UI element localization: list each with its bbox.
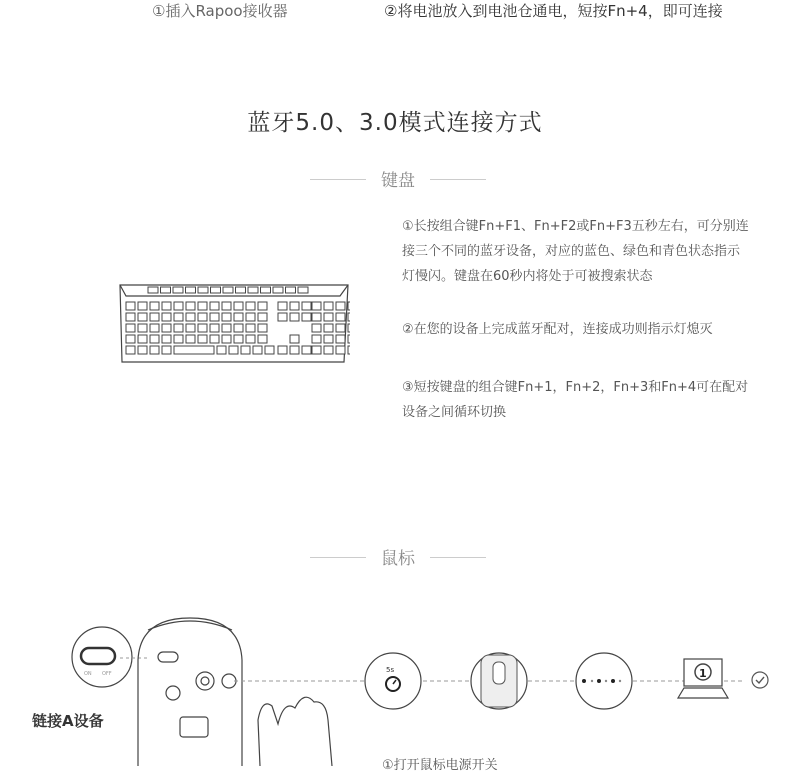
top-step-1: ①插入Rapoo接收器 [152,2,288,20]
svg-text:ON: ON [84,671,92,677]
mouse-device-label: 链接A设备 [32,712,104,730]
keyboard-heading: 键盘 [310,166,486,191]
mouse-bottom-icon [138,618,332,766]
mouse-heading: 鼠标 [310,544,486,569]
mouse-side-icon [471,653,527,709]
mouse-connection-diagram [0,600,790,766]
laptop-icon [678,659,728,698]
page-title: 蓝牙5.0、3.0模式连接方式 [247,110,543,136]
svg-text:OFF: OFF [102,671,112,677]
dots-icon [576,653,632,709]
svg-text:1: 1 [699,667,707,680]
switch-icon [72,627,132,687]
mouse-step-1: ①打开鼠标电源开关 [382,758,498,773]
keyboard-instruction-2: ②在您的设备上完成蓝牙配对，连接成功则指示灯熄灭 [402,322,713,337]
keyboard-illustration [118,282,350,366]
keyboard-instruction-3: ③短按键盘的组合键Fn+1，Fn+2，Fn+3和Fn+4可在配对设备之间循环切换 [402,380,749,420]
top-step-2: ②将电池放入到电池仓通电，短按Fn+4，即可连接 [384,2,723,20]
timer-icon [365,653,421,709]
keyboard-instruction-1: ①长按组合键Fn+F1、Fn+F2或Fn+F3五秒左右，可分别连接三个不同的蓝牙设备，对应的蓝色、绿色和青色状态指示灯慢闪。键盘在60秒内将处于可被搜索状态 [402,219,749,284]
check-circle-icon [752,672,768,688]
svg-text:5s: 5s [386,666,395,674]
